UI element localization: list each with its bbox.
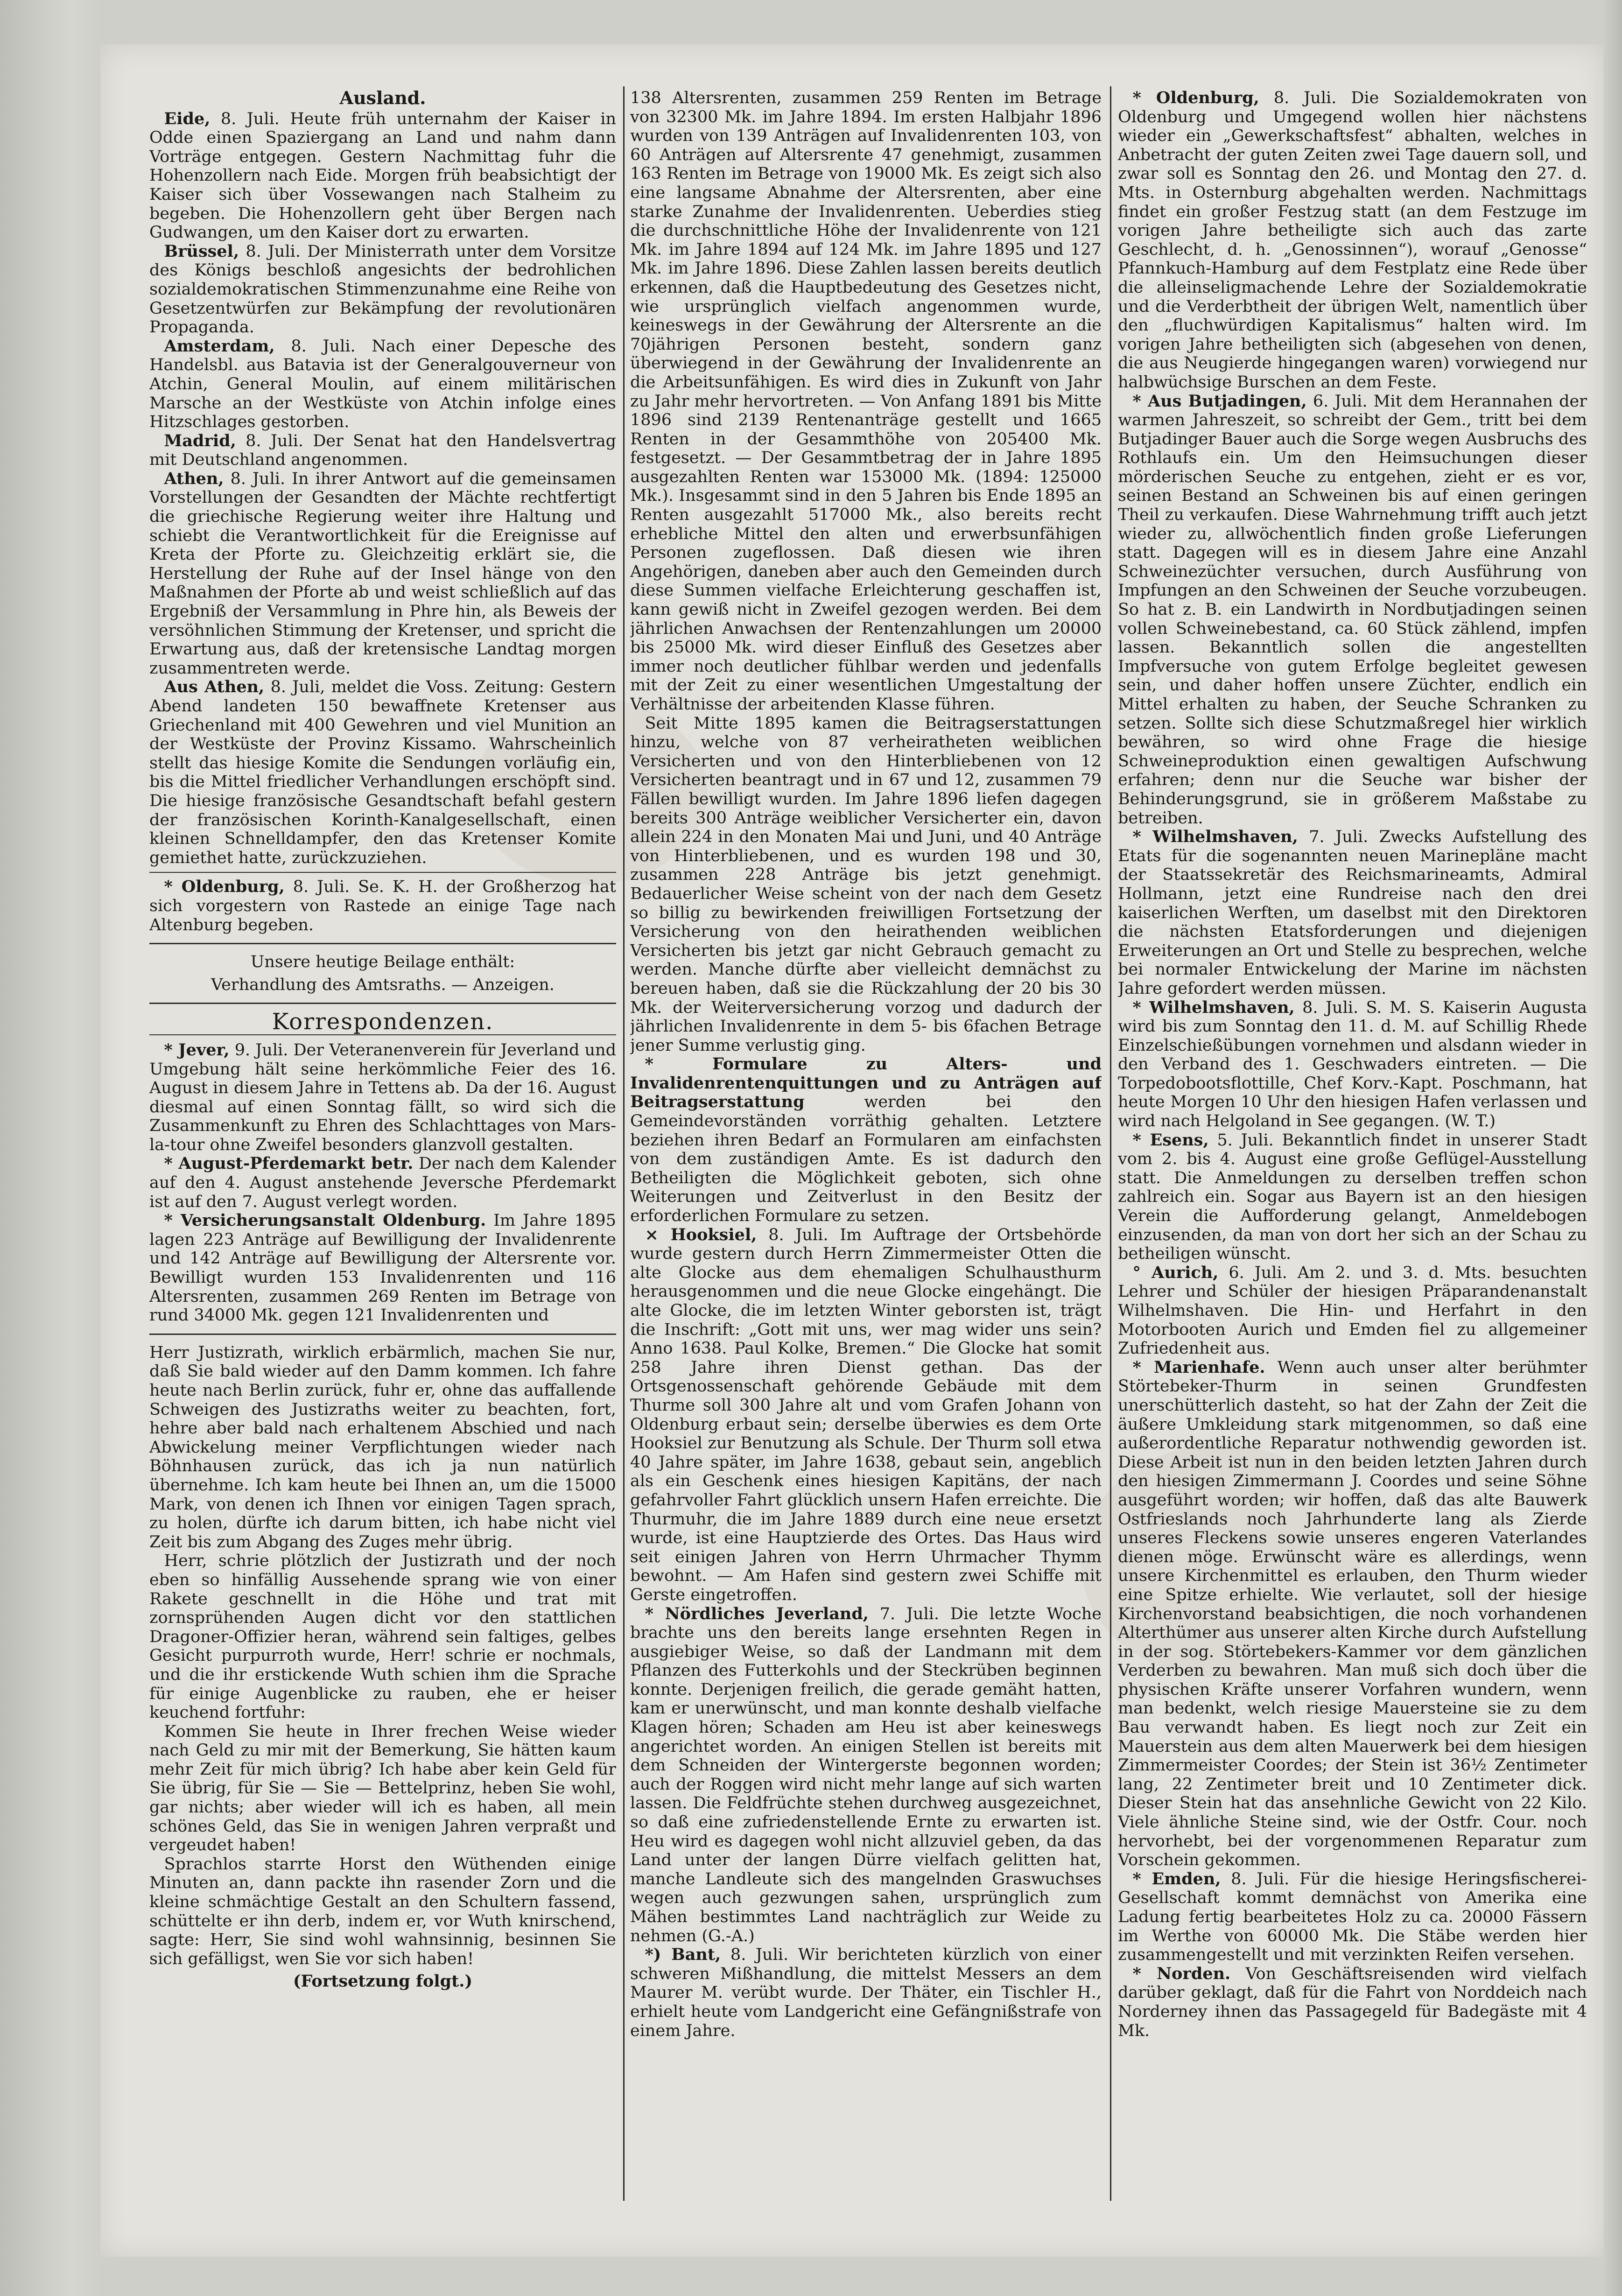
news-item: Amsterdam, 8. Juli. Nach einer Depesche des Handelsbl. aus Batavia ist der Generalgouverneur von Atchin, General Moulin, auf einem militärischen Marsche an der Westküste von Atchin infolge eines Hitzschlages gestorben. [149,336,616,432]
news-item: × Hooksiel, 8. Juli. Im Auftrage der Ortsbehörde wurde gestern durch Herrn Zimmermeister Otten die alte Glocke aus dem ehemaligen Schulhausthurm herausgenommen und die neue Glocke eingehängt. Die alte Glocke, die im letzten Winter geborsten ist, trägt die Inschrift: „Gott mit uns, wer mag wider uns sein? Anno 1638. Paul Kolke, Bremen.“ Die Glocke hat somit 258 Jahre ihren Dienst gethan. Das der Ortsgenossenschaft gehörende Gebäude mit dem Thurme soll 300 Jahre alt und vom Grafen Johann von Oldenburg erbaut sein; derselbe überwies es dem Orte Hooksiel zur Benutzung als Schule. Der Thurm soll etwa 40 Jahre später, im Jahre 1638, gebaut sein, angeblich als ein Geschenk eines hiesigen Kapitäns, der nach gefahrvoller Fahrt glücklich unsern Hafen erreichte. Die Thurmuhr, die im Jahre 1889 durch eine neue ersetzt wurde, ist eine Hauptzierde des Ortes. Das Haus wird seit einigen Jahren von Herrn Uhrmacher Thymm bewohnt. — Am Hafen sind gestern zwei Schiffe mit Gerste eingetroffen. [630,1225,1102,1604]
news-item: Athen, 8. Juli. In ihrer Antwort auf die gemeinsamen Vorstellungen der Gesandten der Mächte rechtfertigt die griechische Regierung weiter ihre Haltung und schiebt die Verantwortlichkeit für die Ereignisse auf Kreta der Pforte zu. Gleichzeitig erklärt sie, die Herstellung der Ruhe auf der Insel hänge von den Maßnahmen der Pforte ab und weist schließlich auf das Ergebniß der Versammlung in Phre hin, als Beweis der versöhnlichen Stimmung der Kretenser, und spricht die Erwartung aus, daß der kretensische Landtag morgen zusammentreten werde. [149,469,616,678]
divider [149,872,616,873]
news-item: * Aus Butjadingen, 6. Juli. Mit dem Herannahen der warmen Jahreszeit, so schreibt der Gem., tritt bei dem Butjadinger Bauer auch die Sorge wegen Ausbruchs des Rothlaufs ein. Um den Heimsuchungen dieser mörderischen Seuche zu entgehen, zieht er es vor, seinen Bestand an Schweinen bis auf einen geringen Theil zu verkaufen. Diese Wahrnehmung trifft auch jetzt wieder zu, allwöchentlich finden große Lieferungen statt. Dagegen will es in diesem Jahre eine Anzahl Schweinezüchter versuchen, durch Ausführung von Impfungen an den Schweinen der Seuche vorzubeugen. So hat z. B. ein Landwirth in Nordbutjadingen seinen vollen Schweinebestand, ca. 60 Stück zählend, impfen lassen. Bekanntlich sollen die angestellten Impfversuche von gutem Erfolge begleitet gewesen sein, und daher hoffen unsere Züchter, endlich ein Mittel erhalten zu haben, der Seuche Schranken zu setzen. Sollte sich diese Schutzmaßregel hier wirklich bewähren, so wird ohne Frage die hiesige Schweineproduktion einen gewaltigen Aufschwung erfahren; denn nur die Seuche war bisher der Behinderungsgrund, sie in größerem Maßstabe zu betreiben. [1118,391,1587,828]
news-item: * Formulare zu Alters- und Invalidenrentenquittungen und zu Anträgen auf Beitragserstattung werden bei den Gemeindevorständen vorräthig gehalten. Letztere beziehen ihren Bedarf an Formularen am einfachsten von dem zuständigen Amte. Es ist dadurch den Betheiligten die Möglichkeit geboten, sich ohne Weiterungen und Zeitverlust in den Besitz der erforderlichen Formulare zu setzen. [630,1054,1102,1226]
news-item: * Norden. Von Geschäftsreisenden wird vielfach darüber geklagt, daß für die Fahrt von Norddeich nach Norderney ihnen das Passagegeld für Badegäste mit 4 Mk. [1118,1964,1587,2040]
divider [149,1334,616,1335]
news-item: Eide, 8. Juli. Heute früh unternahm der Kaiser in Odde einen Spaziergang an Land und nahm dann Vorträge entgegen. Gestern Nachmittag fuhr die Hohenzollern nach Eide. Morgen früh beabsichtigt der Kaiser sich über Vossewangen nach Stalheim zu begeben. Die Hohenzollern geht über Bergen nach Gudwangen, um den Kaiser dort zu erwarten. [149,109,616,242]
section-heading-ausland: Ausland. [339,89,426,108]
news-item: * Marienhafe. Wenn auch unser alter berühmter Störtebeker-Thurm in seinen Grundfesten unerschütterlich dasteht, so hat der Zahn der Zeit die äußere Umkleidung stark mitgenommen, so daß eine außerordentliche Reparatur nothwendig geworden ist. Diese Arbeit ist nun in den beiden letzten Jahren durch den hiesigen Zimmermann J. Coordes und seine Söhne ausgeführt worden; wir hoffen, daß das alte Bauwerk Ostfrieslands noch Jahrhunderte lang als Zierde unseres Fleckens sowie unseres engeren Vaterlandes dienen möge. Erwünscht wäre es allerdings, wenn unsere Kirchenmittel es erlauben, den Thurm wieder eine Spitze erhielte. Wie verlautet, soll der hiesige Kirchenvorstand beabsichtigen, die noch vorhandenen Alterthümer aus unserer alten Kirche durch Aufstellung in der sog. Störtebekers-Kammer vor dem gänzlichen Verderben zu bewahren. Man muß sich doch über die physischen Kräfte unserer Vorfahren wundern, wenn man bedenkt, welch riesige Mauersteine sie zu dem Bau verwandt haben. Es liegt noch zur Zeit ein Mauerstein aus dem alten Mauerwerk bei dem hiesigen Zimmermeister Coordes; der Stein ist 36½ Zentimeter lang, 22 Zentimeter breit und 10 Zentimeter dick. Dieser Stein hat das ansehnliche Gewicht von 22 Kilo. Viele ähnliche Steine sind, wie der Ostfr. Cour. noch hervorhebt, bei der vorgenommenen Reparatur zum Vorschein gekommen. [1118,1357,1587,1870]
article-text: 138 Altersrenten, zusammen 259 Renten im Betrage von 32300 Mk. im Jahre 1894. Im ersten Halbjahr 1896 wurden von 139 Anträgen auf Invalidenrenten 103, von 60 Anträgen auf Altersrente 47 genehmigt, zusammen 163 Renten im Betrage von 19000 Mk. Es zeigt sich also eine langsame Abnahme der Altersrenten, aber eine starke Zunahme der Invalidenrenten. Ueberdies stieg die durchschnittliche Höhe der Invalidenrente von 121 Mk. im Jahre 1894 auf 124 Mk. im Jahre 1895 und 127 Mk. im Jahre 1896. Diese Zahlen lassen bereits deutlich erkennen, daß die Hauptbedeutung des Gesetzes nicht, wie ursprünglich vielfach angenommen wurde, keineswegs in der Gewährung der Altersrente an die 70jährigen Personen besteht, sondern ganz überwiegend in der Gewährung der Invalidenrente an die Arbeitsunfähigen. Es wird dies in Zukunft von Jahr zu Jahr mehr hervortreten. — Von Anfang 1891 bis Mitte 1896 sind 2139 Rentenanträge gestellt und 1665 Renten in der Gesammthöhe von 205400 Mk. festgesetzt. — Der Gesammtbetrag der in Jahre 1895 ausgezahlten Renten war 153000 Mk. (1894: 125000 Mk.). Insgesammt sind in den 5 Jahren bis Ende 1895 an Renten ausgezahlt 517000 Mk., also bereits recht erhebliche Mittel den alten und erwerbsunfähigen Personen zugeflossen. Daß diesen wie ihren Angehörigen, daneben aber auch den Gemeinden durch diese Summen vielfache Erleichterung geschaffen ist, kann gewiß nicht in Zweifel gezogen werden. Bei dem jährlichen Anwachsen der Rentenzahlungen um 20000 bis 25000 Mk. wird dieser Einfluß des Gesetzes aber immer noch deutlicher fühlbar werden und jedenfalls mit der Zeit zu einer wesentlichen Umgestaltung der Verhältnisse der arbeitenden Klasse führen. [630,89,1102,714]
scan-right-edge [1603,0,1622,2296]
news-item: ° Aurich, 6. Juli. Am 2. und 3. d. Mts. besuchten Lehrer und Schüler der hiesigen Präparandenanstalt Wilhelmshaven. Die Hin- und Herfahrt in den Motorbooten Aurich und Emden fiel zu allgemeiner Zufriedenheit aus. [1118,1263,1587,1358]
serial-continuation: (Fortsetzung folgt.) [293,1972,473,1991]
column-2 [630,89,1102,2198]
news-item: * Wilhelmshaven, 8. Juli. S. M. S. Kaiserin Augusta wird bis zum Sonntag den 11. d. M. auf Schillig Rhede Einzelschießübungen vornehmen und alsdann wieder in den Verband des 1. Geschwaders eintreten. — Die Torpedobootsflottille, Chef Korv.-Kapt. Poschmann, hat heute Morgen 10 Uhr den hiesigen Hafen verlassen und wird nach Helgoland in See gegangen. (W. T.) [1118,997,1587,1131]
news-item: * Nördliches Jeverland, 7. Juli. Die letzte Woche brachte uns den bereits lange ersehnten Regen in ausgiebiger Weise, so daß der Landmann mit dem Pflanzen des Futterkohls und der Steckrüben beginnen konnte. Derjenigen freilich, die gerade gemäht hatten, kam er unerwünscht, und man konnte deshalb vielfache Klagen hören; Schaden am Heu ist aber keineswegs angerichtet worden. An einigen Stellen ist bereits mit dem Schneiden der Wintergerste begonnen worden; auch der Roggen wird nicht mehr lange auf sich warten lassen. Die Feldfrüchte stehen durchweg ausgezeichnet, so daß eine zufriedenstellende Ernte zu erwarten ist. Heu wird es dagegen wohl nicht allzuviel geben, da das Land unter der langen Dürre vielfach gelitten hat, manche Landleute sich des mangelnden Graswuchses wegen auch gezwungen sahen, ursprünglich zum Mähen bestimmtes Land nachträglich zur Weide zu nehmen (G.-A.) [630,1604,1102,1945]
section-heading-korrespondenzen: Korrespondenzen. [149,1012,616,1035]
news-item: * Jever, 9. Juli. Der Veteranenverein für Jeverland und Umgebung hält seine herkömmliche Feier des 16. August in diesem Jahre in Tettens ab. Da der 16. August diesmal auf einen Sonntag fällt, so wird sich die Zusammenkunft zu Ehren des Schlachttages von Mars-la-tour ohne Zweifel besonders glanzvoll gestalten. [149,1040,616,1154]
news-item: *) Bant, 8. Juli. Wir berichteten kürzlich von einer schweren Mißhandlung, die mittelst Messers an dem Maurer M. verübt wurde. Der Thäter, ein Tischler H., erhielt heute vom Landgericht eine Gefängnißstrafe von einem Jahre. [630,1945,1102,2040]
news-item: Madrid, 8. Juli. Der Senat hat den Handelsvertrag mit Deutschland angenommen. [149,431,616,470]
serial-paragraph: Kommen Sie heute in Ihrer frechen Weise wieder nach Geld zu mir mit der Bemerkung, Sie hätten kaum mehr Zeit für mich übrig? Ich habe aber kein Geld für Sie übrig, für Sie — Sie — Bettelprinz, heben Sie wohl, gar nichts; aber wieder will ich es haben, all mein schönes Geld, das Sie in wenigen Jahren verpraßt und vergeudet haben! [149,1722,616,1855]
news-item: * August-Pferdemarkt betr. Der nach dem Kalender auf den 4. August anstehende Jeversche Pferdemarkt ist auf den 7. August verlegt worden. [149,1154,616,1211]
divider [149,943,616,944]
serial-paragraph: Herr, schrie plötzlich der Justizrath und der noch eben so hinfällig Aussehende sprang wie von einer Rakete geschnellt in die Höhe und trat mit zornsprühenden Augen dicht vor den stattlichen Dragoner-Offizier heran, während sein faltiges, gelbes Gesicht purpurroth wurde, Herr! schrie er nochmals, und die ihr erstickende Wuth schien ihm die Sprache für einige Augenblicke zu rauben, ehe er heiser keuchend fortfuhr: [149,1552,616,1722]
beilage-notice-line2: Verhandlung des Amtsraths. — Anzeigen. [211,975,555,994]
serial-paragraph: Herr Justizrath, wirklich erbärmlich, machen Sie nur, daß Sie bald wieder auf den Damm kommen. Ich fahre heute nach Berlin zurück, fuhr er, ohne das auffallende Schweigen des Justizraths weiter zu beachten, fort, hehre aber bald nach erhaltenem Abschied und nach Abwickelung meiner Verpflichtungen wieder nach Böhnhausen zurück, das ich ja nun natürlich übernehme. Ich kam heute bei Ihnen an, um die 15000 Mark, von denen ich Ihnen vor einigen Tagen sprach, zu holen, dürfte ich darum bitten, ich habe nicht viel Zeit bis zum Abgang des Zuges mehr übrig. [149,1343,616,1552]
scan-left-edge [0,0,100,2296]
news-item: * Esens, 5. Juli. Bekanntlich findet in unserer Stadt vom 2. bis 4. August eine große Geflügel-Ausstellung statt. Die Anmeldungen zu derselben treffen schon zahlreich ein. Sogar aus Bayern ist an den hiesigen Verein die Aufforderung gelangt, Anmeldebogen einzusenden, da man von dort her sich an der Schau zu betheiligen wünscht. [1118,1130,1587,1264]
news-item: Aus Athen, 8. Juli, meldet die Voss. Zeitung: Gestern Abend landeten 150 bewaffnete Kretenser aus Griechenland mit 400 Gewehren und viel Munition an der Westküste der Provinz Kissamo. Wahrscheinlich stellt das hiesige Komite die Sendungen vorläufig ein, bis die Mittel friedlicher Verhandlungen erschöpft sind. Die hiesige französische Gesandtschaft befahl gestern der französischen Korinth-Kanalgesellschaft, einen kleinen Schnelldampfer, den das Kretenser Komite gemiethet hatte, zurückzuziehen. [149,677,616,867]
news-item: * Wilhelmshaven, 7. Juli. Zwecks Aufstellung des Etats für die sogenannten neuen Marinepläne macht der Staatssekretär des Reichsmarineamts, Admiral Hollmann, jetzt eine Rundreise nach den drei kaiserlichen Werften, um daselbst mit den Direktoren die nächsten Etatsforderungen und diejenigen Erweiterungen an Ort und Stelle zu besprechen, welche bei normaler Entwickelung der Marine im nächsten Jahre gefordert werden müssen. [1118,827,1587,998]
column-1 [149,89,616,2198]
news-item-oldenburg: * Oldenburg, 8. Juli. Se. K. H. der Großherzog hat sich vorgestern von Rastede an einige Tage nach Altenburg begeben. [149,877,616,934]
column-rule [623,86,625,2201]
news-item: * Versicherungsanstalt Oldenburg. Im Jahre 1895 lagen 223 Anträge auf Bewilligung der Invalidenrente und 142 Anträge auf Bewilligung der Altersrente vor. Bewilligt wurden 153 Invalidenrenten und 116 Altersrenten, zusammen 269 Renten im Betrage von rund 34000 Mk. gegen 121 Invalidenrenten und [149,1211,616,1325]
serial-paragraph: Sprachlos starrte Horst den Wüthenden einige Minuten an, dann packte ihn rasender Zorn und die kleine schmächtige Gestalt an den Schultern fassend, schüttelte er ihn derb, indem er, vor Wuth knirschend, sagte: Herr, Sie sind wohl wahnsinnig, besinnen Sie sich gefälligst, wen Sie vor sich haben! [149,1854,616,1968]
divider [149,1003,616,1004]
beilage-notice-line1: Unsere heutige Beilage enthält: [250,953,515,972]
news-item: * Oldenburg, 8. Juli. Die Sozialdemokraten von Oldenburg und Umgegend wollen hier nächstens wieder ein „Gewerkschaftsfest“ abhalten, welches in Anbetracht der guten Zeiten zwei Tage dauern soll, und zwar soll es Sonntag den 26. und Montag den 27. d. Mts. in Osternburg abgehalten werden. Nachmittags findet ein großer Festzug statt (an dem Festzuge im vorigen Jahre betheiligte sich auch das zarte Geschlecht, d. h. „Genossinnen“), worauf „Genosse“ Pfannkuch-Hamburg auf dem Festplatz eine Rede über die alleinseligmachende Lehre der Sozialdemokratie und die Verderbtheit der übrigen Welt, namentlich über den „fluchwürdigen Kapitalismus“ halten wird. Im vorigen Jahre betheiligten sich (abgesehen von denen, die aus Neugierde hingegangen waren) vorwiegend nur halbwüchsige Burschen an dem Feste. [1118,89,1587,392]
news-item: * Emden, 8. Juli. Für die hiesige Heringsfischerei-Gesellschaft kommt demnächst von Amerika eine Ladung fertig bearbeitetes Holz zu ca. 20000 Fässern im Werthe von 60000 Mk. Die Stäbe werden hier zusammengestellt und mit verzinkten Reifen versehen. [1118,1869,1587,1965]
article-text: Seit Mitte 1895 kamen die Beitragserstattungen hinzu, welche von 87 verheiratheten weiblichen Versicherten und von den Hinterbliebenen von 12 Versicherten beantragt und in 67 und 12, zusammen 79 Fällen bewilligt wurden. Im Jahre 1896 liefen dagegen bereits 300 Anträge weiblicher Versicherter ein, davon allein 224 in den Monaten Mai und Juni, und 40 Anträge von Hinterbliebenen, und es wurden 198 und 30, zusammen 228 Anträge bis jetzt genehmigt. Bedauerlicher Weise scheint von der nach dem Gesetz so billig zu bewirkenden freiwilligen Fortsetzung der Versicherung von den heirathenden weiblichen Versicherten bis jetzt gar nicht Gebrauch gemacht zu werden. Manche dürfte aber vielleicht demnächst zu bereuen haben, daß sie die Rückzahlung der 20 bis 30 Mk. der Weiterversicherung vorzog und dadurch der jährlichen Invalidenrente in dem 5- bis 6fachen Betrage jener Summe verlustig ging. [630,714,1102,1055]
column-3 [1118,89,1587,2198]
serial-novel [149,1343,616,1969]
news-item: Brüssel, 8. Juli. Der Ministerrath unter dem Vorsitze des Königs beschloß angesichts der bedrohlichen sozialdemokratischen Stimmenzunahme eine Reihe von Gesetzentwürfen zur Bekämpfung der revolutionären Propaganda. [149,241,616,337]
column-rule [1110,86,1111,2201]
